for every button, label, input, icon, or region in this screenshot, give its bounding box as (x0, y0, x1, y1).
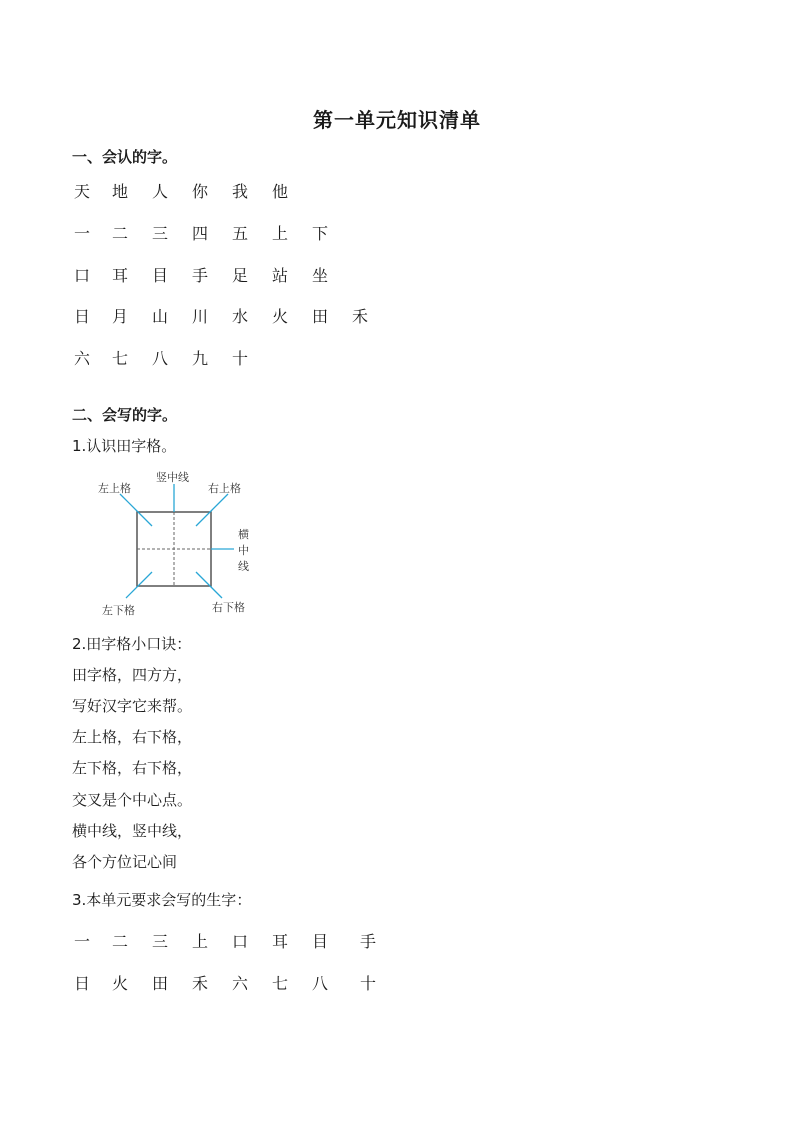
char: 禾 (191, 974, 208, 993)
char: 水 (231, 307, 248, 326)
char: 六 (73, 349, 90, 368)
tianzige-diagram (92, 466, 262, 622)
item3-text: 3.本单元要求会写的生字： (72, 891, 252, 909)
label-horizontal-line-3: 线 (238, 560, 249, 573)
pointer-bottom-left (126, 572, 152, 598)
char: 火 (111, 974, 128, 993)
char: 日 (73, 974, 90, 993)
char: 十 (359, 974, 376, 993)
char: 月 (111, 307, 128, 326)
char: 四 (191, 224, 208, 243)
rhyme-line: 交叉是个中心点。 (72, 791, 193, 809)
label-top-left: 左上格 (98, 482, 131, 495)
char: 五 (231, 224, 248, 243)
char: 禾 (351, 307, 368, 326)
char: 三 (151, 224, 168, 243)
char: 目 (311, 932, 328, 951)
label-bottom-right: 右下格 (212, 601, 245, 614)
char: 川 (191, 307, 208, 326)
item2-text: 2.田字格小口诀： (72, 635, 192, 653)
char: 目 (151, 266, 168, 285)
label-bottom-left: 左下格 (102, 604, 135, 617)
char: 三 (151, 932, 168, 951)
char: 田 (151, 974, 168, 993)
char: 山 (151, 307, 168, 326)
char: 足 (231, 266, 248, 285)
rhyme-line: 写好汉字它来帮。 (72, 697, 193, 715)
rhyme-line: 左上格，右下格， (72, 728, 193, 746)
char: 手 (191, 266, 208, 285)
rhyme-line: 各个方位记心间 (72, 853, 178, 871)
char: 二 (111, 932, 128, 951)
char: 上 (191, 932, 208, 951)
char: 耳 (111, 266, 128, 285)
char: 田 (311, 307, 328, 326)
char: 下 (311, 224, 328, 243)
char: 火 (271, 307, 288, 326)
char: 九 (191, 349, 208, 368)
section1-heading: 一、会认的字。 (72, 148, 178, 166)
char: 日 (73, 307, 90, 326)
label-vertical-line: 竖中线 (156, 471, 189, 484)
char: 天 (73, 182, 90, 201)
char: 二 (111, 224, 128, 243)
char: 一 (73, 932, 90, 951)
section2-heading: 二、会写的字。 (72, 406, 178, 424)
char: 七 (271, 974, 288, 993)
char: 坐 (311, 266, 328, 285)
label-top-right: 右上格 (208, 482, 241, 495)
pointer-top-left (120, 494, 152, 526)
char: 口 (73, 266, 90, 285)
pointer-bottom-right (196, 572, 222, 598)
char: 你 (191, 182, 208, 201)
char: 八 (151, 349, 168, 368)
rhyme-line: 田字格，四方方， (72, 666, 193, 684)
char: 人 (151, 182, 168, 201)
char: 上 (271, 224, 288, 243)
char: 六 (231, 974, 248, 993)
rhyme-line: 横中线，竖中线， (72, 822, 193, 840)
rhyme-line: 左下格，右下格， (72, 759, 193, 777)
char: 他 (271, 182, 288, 201)
page-title: 第一单元知识清单 (313, 108, 481, 132)
label-horizontal-line-1: 横 (238, 528, 249, 541)
item1-text: 1.认识田字格。 (72, 437, 177, 455)
char: 十 (231, 349, 248, 368)
pointer-top-right (196, 494, 228, 526)
char: 手 (359, 932, 376, 951)
char: 我 (231, 182, 248, 201)
char: 口 (231, 932, 248, 951)
char: 地 (111, 182, 128, 201)
char: 一 (73, 224, 90, 243)
char: 耳 (271, 932, 288, 951)
char: 七 (111, 349, 128, 368)
char: 站 (271, 266, 288, 285)
label-horizontal-line-2: 中 (238, 544, 249, 557)
char: 八 (311, 974, 328, 993)
